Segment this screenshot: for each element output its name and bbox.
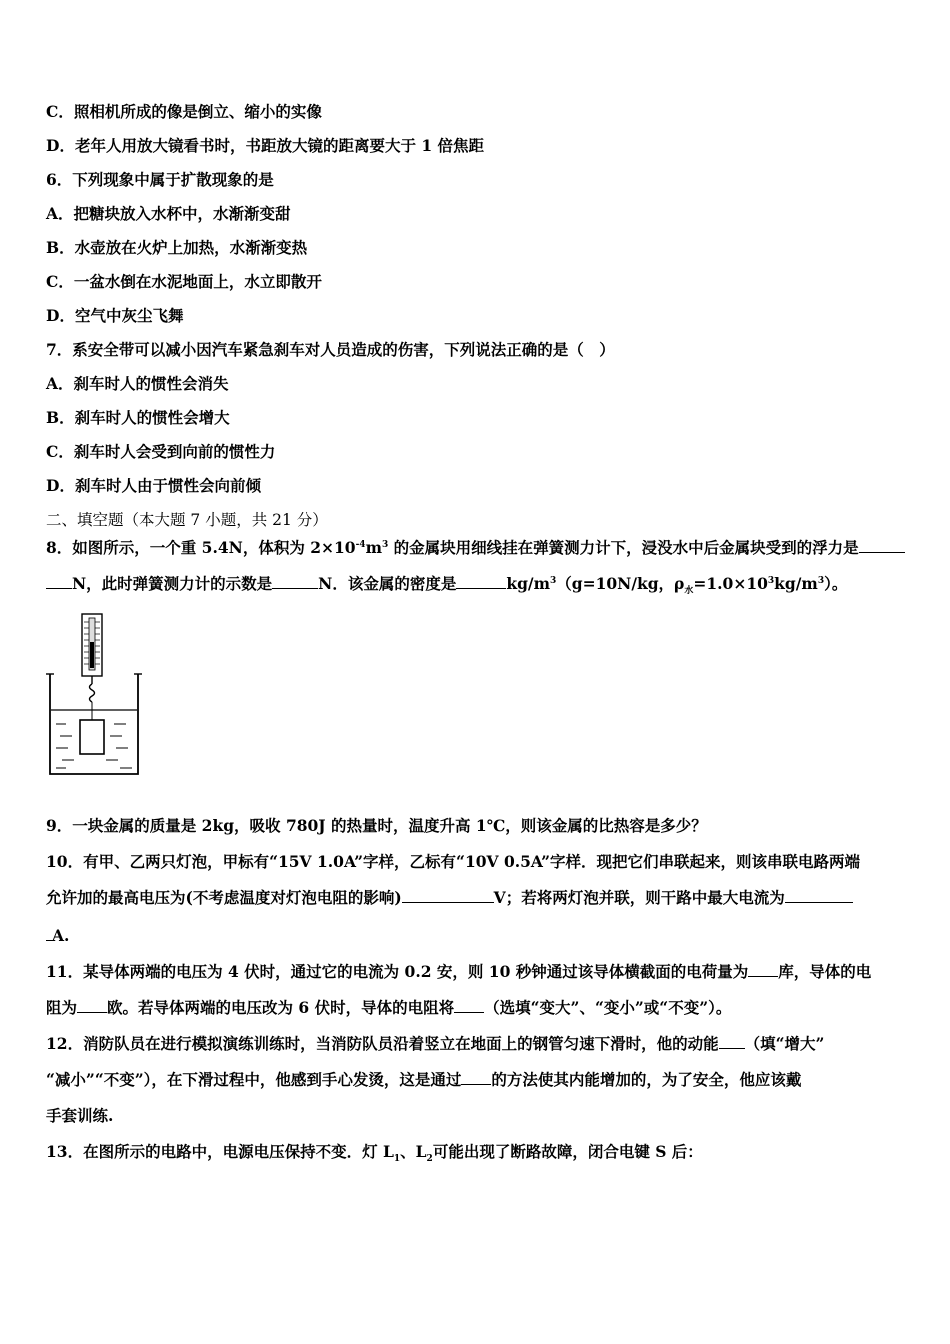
q8-exp-4: 3 [767,575,775,586]
spring-scale-figure [46,612,146,780]
metal-block [80,720,104,754]
spring-scale-pointer [90,642,94,668]
q13-line1 [46,1142,703,1165]
q8-sub-water: 水 [684,586,694,597]
q8-text-1: 8．如图所示，一个重 5.4N，体积为 2×10 [46,538,356,557]
q8-blank-2[interactable] [272,574,318,589]
q8-blank-1a[interactable] [859,538,905,553]
q12-line3: 手套训练. [46,1106,114,1125]
q12-line1 [46,1034,824,1054]
q8-exp-2: 3 [381,539,389,550]
q10-text-3: A. [52,926,70,945]
q10-line1: 10．有甲、乙两只灯泡，甲标有“15V 1.0A”字样，乙标有“10V 0.5A”字样．现把它们串联起来，则该串联电路两端 [46,852,861,871]
q8-text-6: kg/m [506,574,550,593]
q8-text-7: （g=10N/kg，ρ [556,574,685,593]
q10-line3 [46,926,69,946]
q12-line2 [46,1070,801,1090]
q11-text-1a: 11．某导体两端的电压为 4 伏时，通过它的电流为 0.2 安，则 10 秒钟通过该导体横截面的电荷量为 [46,962,749,981]
q8-exp-3: 3 [549,575,557,586]
q12-text-1a: 12．消防队员在进行模拟演练训练时，当消防队员沿着竖立在地面上的钢管匀速下滑时，他的动能 [46,1034,719,1053]
q9-text: 9．一块金属的质量是 2kg，吸收 780J 的热量时，温度升高 1℃，则该金属的比热容是多少？ [46,816,707,835]
q8-text-5: N．该金属的密度是 [318,574,457,593]
q10-blank-2a[interactable] [785,888,853,903]
q11-line2 [46,998,731,1018]
q13-text-3: 可能出现了断路故障，闭合电键 S 后： [432,1142,703,1161]
q7-option-a: A．刹车时人的惯性会消失 [46,374,229,393]
q8-line2 [46,574,848,597]
q7-option-b: B．刹车时人的惯性会增大 [46,408,230,427]
q8-blank-1b[interactable] [46,574,72,589]
q8-text-8: =1.0×10 [693,574,768,593]
section-heading: 二、填空题（本大题 7 小题，共 21 分） [46,511,328,529]
q10-text-2b: V；若将两灯泡并联，则干路中最大电流为 [493,888,785,907]
q6-option-c: C．一盆水倒在水泥地面上，水立即散开 [46,272,322,291]
q13-sub-2: 2 [426,1154,433,1165]
q8-exp-5: 3 [817,575,825,586]
q8-exp-1: -4 [355,539,366,550]
q10-line2 [46,888,853,908]
q8-text-3: 的金属块用细线挂在弹簧测力计下，浸没水中后金属块受到的浮力是 [388,538,859,557]
q8-blank-3[interactable] [456,574,506,589]
q11-line1 [46,962,871,982]
q12-blank-1[interactable] [719,1034,745,1049]
q11-blank-3[interactable] [454,998,484,1013]
q8-text-2: m [365,538,382,557]
q11-text-1b: 库，导体的电 [778,962,872,981]
q11-blank-2[interactable] [77,998,107,1013]
q11-text-2c: （选填“变大”、“变小”或“不变”）。 [484,998,732,1017]
q12-text-2a: “减小”“不变”），在下滑过程中，他感到手心发烫，这是通过 [46,1070,462,1089]
q6-option-a: A．把糖块放入水杯中，水渐渐变甜 [46,204,291,223]
q13-sub-1: 1 [393,1154,401,1165]
q8-text-4: N，此时弹簧测力计的示数是 [72,574,273,593]
q8-line1 [46,538,905,558]
q10-text-2a: 允许加的最高电压为(不考虑温度对灯泡电阻的影响) [46,888,402,907]
q10-blank-1[interactable] [402,888,494,903]
q12-blank-2[interactable] [461,1070,491,1085]
q6-option-d: D．空气中灰尘飞舞 [46,306,184,325]
q7-stem: 7．系安全带可以减小因汽车紧急刹车对人员造成的伤害，下列说法正确的是（ ） [46,340,615,359]
q6-option-b: B．水壶放在火炉上加热，水渐渐变热 [46,238,308,257]
q8-text-9: kg/m [774,574,818,593]
hook-icon [90,684,95,702]
q7-option-c: C．刹车时人会受到向前的惯性力 [46,442,276,461]
q5-option-d: D．老年人用放大镜看书时，书距放大镜的距离要大于 1 倍焦距 [46,136,485,155]
q11-blank-1[interactable] [748,962,778,977]
q13-text-1: 13．在图所示的电路中，电源电压保持不变．灯 L [46,1142,394,1161]
q11-text-2b: 欧。若导体两端的电压改为 6 伏时，导体的电阻将 [107,998,455,1017]
q7-option-d: D．刹车时人由于惯性会向前倾 [46,476,261,495]
q11-text-2a: 阻为 [46,998,78,1017]
q12-text-2b: 的方法使其内能增加的，为了安全，他应该戴 [491,1070,802,1089]
q5-option-c: C．照相机所成的像是倒立、缩小的实像 [46,102,322,121]
q13-text-2: 、L [400,1142,427,1161]
q12-text-1b: （填“增大” [744,1034,825,1053]
q8-text-10: ）。 [824,574,848,593]
q6-stem: 6．下列现象中属于扩散现象的是 [46,170,274,189]
